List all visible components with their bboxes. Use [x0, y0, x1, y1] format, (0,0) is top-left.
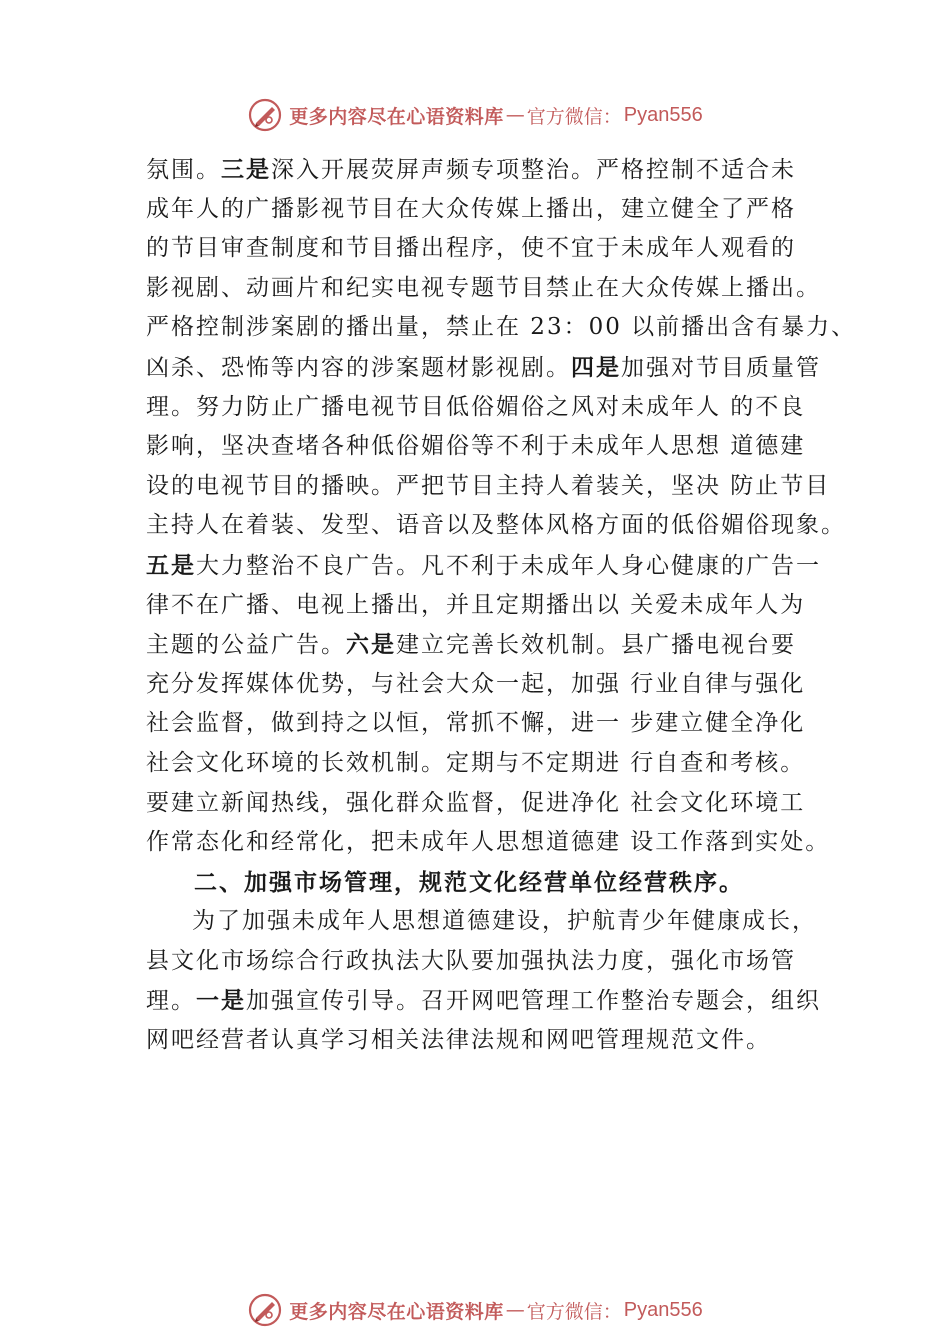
text-span: 理。: [146, 988, 196, 1015]
banner-wechat-id: Pyan556: [623, 103, 703, 126]
text-span: 社会监督，做到持之以恒，常抓不懈，进一 步建立健全净化: [146, 710, 806, 737]
text-span: 建立完善长效机制。县广播电视台要: [396, 632, 796, 659]
text-line: [146, 546, 846, 586]
text-span: 成年人的广播影视节目在大众传媒上播出，建立健全了严格: [146, 195, 796, 222]
text-line: [146, 467, 846, 507]
banner-dash: —: [505, 104, 525, 126]
text-span: 的节目审查制度和节目播出程序，使不宜于未成年人观看的: [146, 235, 796, 262]
text-span: 作常态化和经常化，把未成年人思想道德建 设工作落到实处。: [146, 829, 831, 856]
text-line: [146, 427, 846, 467]
logo-icon: [247, 97, 283, 133]
text-line: [146, 506, 846, 546]
text-span: 主持人在着装、发型、语音以及整体风格方面的低俗媚俗现象。: [146, 512, 846, 539]
text-span: 严格控制涉案剧的播出量，禁止在 23：00 以前播出含有暴力、: [146, 314, 857, 341]
text-line: [146, 823, 846, 863]
text-line: [146, 229, 846, 269]
text-line: [146, 744, 846, 784]
text-span: 凶杀、恐怖等内容的涉案题材影视剧。: [146, 354, 571, 381]
text-line: [146, 586, 846, 626]
text-line: [146, 981, 846, 1021]
banner-official-label: 官方微信：: [526, 105, 622, 128]
text-line: [146, 942, 846, 982]
text-line: [146, 190, 846, 230]
text-span: 要建立新闻热线，强化群众监督，促进净化 社会文化环境工: [146, 789, 806, 816]
text-line: [146, 348, 846, 388]
text-span: 影响，坚决查堵各种低俗媚俗等不利于未成年人思想 道德建: [146, 433, 806, 460]
text-span: 加强对节目质量管: [621, 354, 821, 381]
text-span: 深入开展荧屏声频专项整治。严格控制不适合未: [271, 157, 796, 183]
text-line: [146, 1021, 846, 1061]
bold-marker: 二、加强市场管理，规范文化经营单位经营秩序。: [194, 868, 744, 896]
text-span: 大力整治不良广告。凡不利于未成年人身心健康的广告一: [196, 552, 821, 579]
text-line: [146, 269, 846, 309]
banner-wechat-id: Pyan556: [623, 1298, 703, 1321]
text-span: 主题的公益广告。: [146, 632, 346, 659]
document-body: [146, 150, 857, 1061]
text-span: 律不在广播、电视上播出，并且定期播出以 关爱未成年人为: [146, 591, 806, 618]
text-span: 社会文化环境的长效机制。定期与不定期进 行自查和考核。: [146, 749, 806, 776]
banner-site-name: 更多内容尽在心语资料库: [289, 105, 504, 128]
text-span: 网吧经营者认真学习相关法律法规和网吧管理规范文件。: [146, 1027, 771, 1054]
banner-site-name: 更多内容尽在心语资料库: [289, 1300, 504, 1323]
text-span: 氛围。: [146, 157, 221, 183]
text-line: [146, 625, 846, 665]
text-span: 充分发挥媒体优势，与社会大众一起，加强 行业自律与强化: [146, 670, 806, 697]
text-line: [146, 704, 846, 744]
bold-marker: 六是: [346, 631, 396, 659]
text-span: 为了加强未成年人思想道德建设，护航青少年健康成长，: [192, 908, 817, 935]
text-span: 设的电视节目的播映。严把节目主持人着装关，坚决 防止节目: [146, 472, 831, 499]
bold-marker: 五是: [146, 551, 196, 579]
bold-marker: 一是: [196, 987, 246, 1015]
text-span: 影视剧、动画片和纪实电视专题节目禁止在大众传媒上播出。: [146, 274, 821, 301]
text-span: 县文化市场综合行政执法大队要加强执法力度，强化市场管: [146, 947, 796, 974]
text-line: [146, 784, 846, 824]
footer-banner: [0, 1290, 950, 1330]
text-line: [146, 665, 846, 705]
text-span: 加强宣传引导。召开网吧管理工作整治专题会，组织: [246, 988, 821, 1015]
header-banner: [0, 95, 950, 135]
text-line: [146, 308, 857, 348]
bold-marker: 三是: [221, 156, 271, 183]
logo-icon: [247, 1292, 283, 1328]
text-line: [146, 150, 846, 190]
bold-marker: 四是: [571, 353, 621, 381]
text-span: 理。努力防止广播电视节目低俗媚俗之风对未成年人 的不良: [146, 393, 806, 420]
text-line: [146, 388, 846, 428]
banner-dash: —: [505, 1299, 525, 1321]
banner-official-label: 官方微信：: [526, 1300, 622, 1323]
text-line: [146, 902, 846, 942]
section-heading: [146, 863, 846, 903]
